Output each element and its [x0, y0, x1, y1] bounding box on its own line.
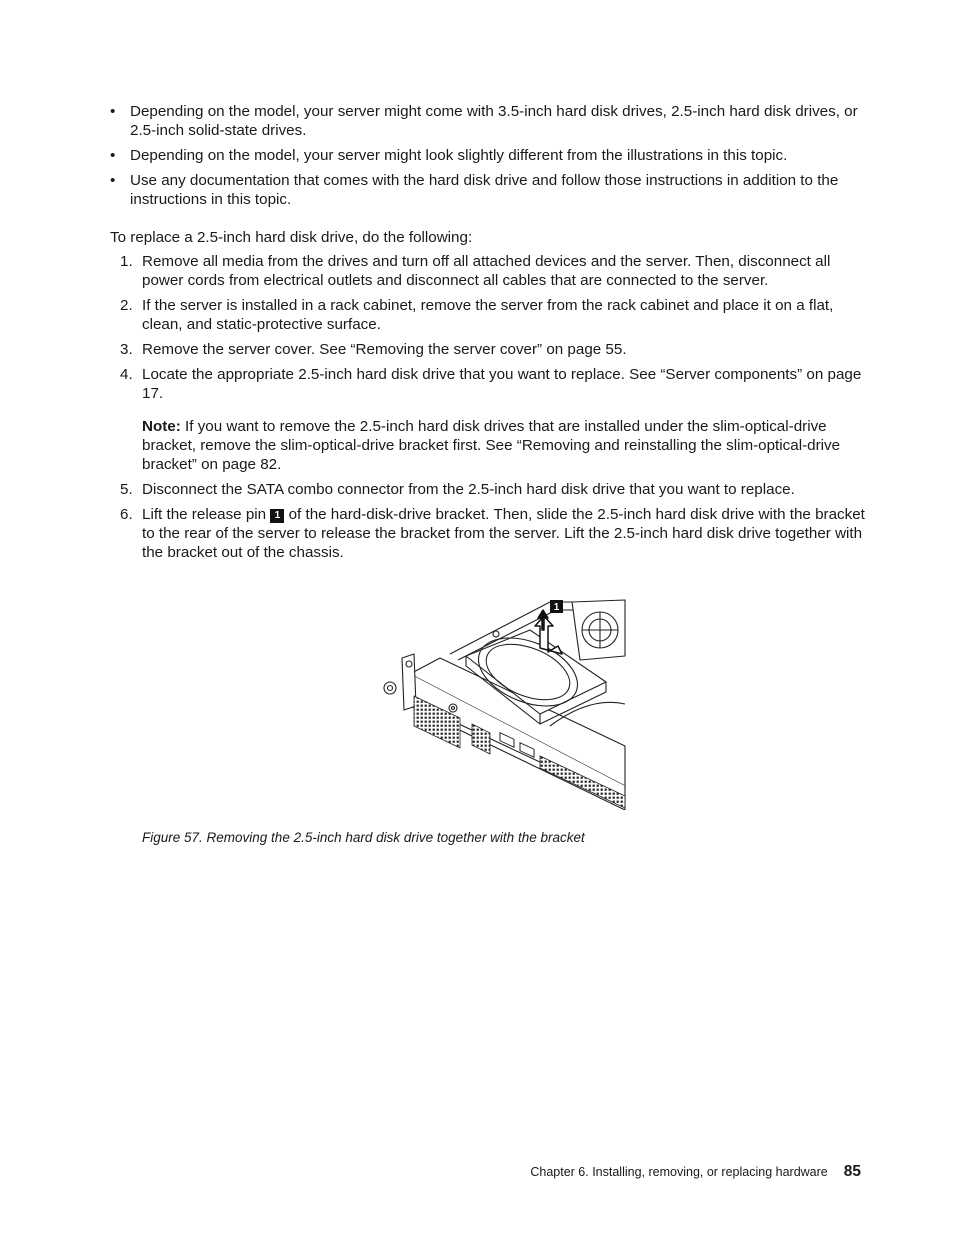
step-text: Remove all media from the drives and turn off all attached devices and the server. Then, disconnect all power cords from electrical outlets and disconnect all cables that are connected to the server. — [142, 253, 831, 289]
page-footer — [530, 1163, 861, 1181]
callout-badge: 1 — [270, 509, 284, 523]
callout-1-label: 1 — [553, 602, 560, 613]
step-number: 5. — [120, 481, 133, 498]
step-number: 1. — [120, 253, 133, 270]
bullet-text: Depending on the model, your server might look slightly different from the illustrations in this topic. — [130, 147, 788, 164]
list-item — [110, 102, 870, 140]
server-illustration — [380, 596, 630, 810]
step-text: Locate the appropriate 2.5-inch hard disk drive that you want to replace. See “Server components” on page 17. — [142, 366, 862, 402]
step-number: 3. — [120, 341, 133, 358]
step-text-continued: of the hard-disk-drive bracket. Then, slide the 2.5-inch hard disk drive with the bracket to the rear of the server to release the bracket from the server. Lift the 2.5-inch hard disk drive together with the bracket out of the chassis. — [142, 506, 865, 561]
step-number: 4. — [120, 366, 133, 383]
step-item — [110, 505, 870, 562]
bullet-text: Use any documentation that comes with the hard disk drive and follow those instructions in addition to the instructions in this topic. — [130, 172, 839, 208]
intro-paragraph: To replace a 2.5-inch hard disk drive, do the following: — [110, 229, 473, 246]
note-label: Note: — [142, 418, 181, 435]
bullet-marker: • — [110, 147, 116, 164]
step-number: 2. — [120, 297, 133, 314]
step-list — [110, 252, 870, 568]
page-number: 85 — [843, 1163, 861, 1180]
figure-caption: Figure 57. Removing the 2.5-inch hard disk drive together with the bracket — [142, 830, 585, 845]
bullet-marker: • — [110, 172, 116, 189]
step-text: Disconnect the SATA combo connector from the 2.5-inch hard disk drive that you want to replace. — [142, 481, 795, 498]
step-text: Lift the release pin — [142, 506, 267, 523]
list-item — [110, 171, 870, 209]
list-item — [110, 146, 870, 165]
step-text: If the server is installed in a rack cabinet, remove the server from the rack cabinet and place it on a flat, clean, and static-protective surface. — [142, 297, 834, 333]
step-number: 6. — [120, 506, 133, 523]
note-block — [142, 417, 870, 474]
step-item — [110, 340, 870, 359]
step-text: Remove the server cover. See “Removing the server cover” on page 55. — [142, 341, 627, 358]
note-text: If you want to remove the 2.5-inch hard disk drives that are installed under the slim-optical-drive bracket, remove the slim-optical-drive bracket first. See “Removing and reinstalling the slim-optical-drive bracket” on page 82. — [142, 418, 841, 473]
chapter-title: Chapter 6. Installing, removing, or replacing hardware — [530, 1165, 828, 1179]
bullet-marker: • — [110, 103, 116, 120]
step-item — [110, 296, 870, 334]
step-item — [110, 480, 870, 499]
step-item — [110, 365, 870, 474]
step-item — [110, 252, 870, 290]
bullet-list — [110, 102, 870, 215]
bullet-text: Depending on the model, your server might come with 3.5-inch hard disk drives, 2.5-inch hard disk drives, or 2.5-inch solid-state drives. — [130, 103, 858, 139]
